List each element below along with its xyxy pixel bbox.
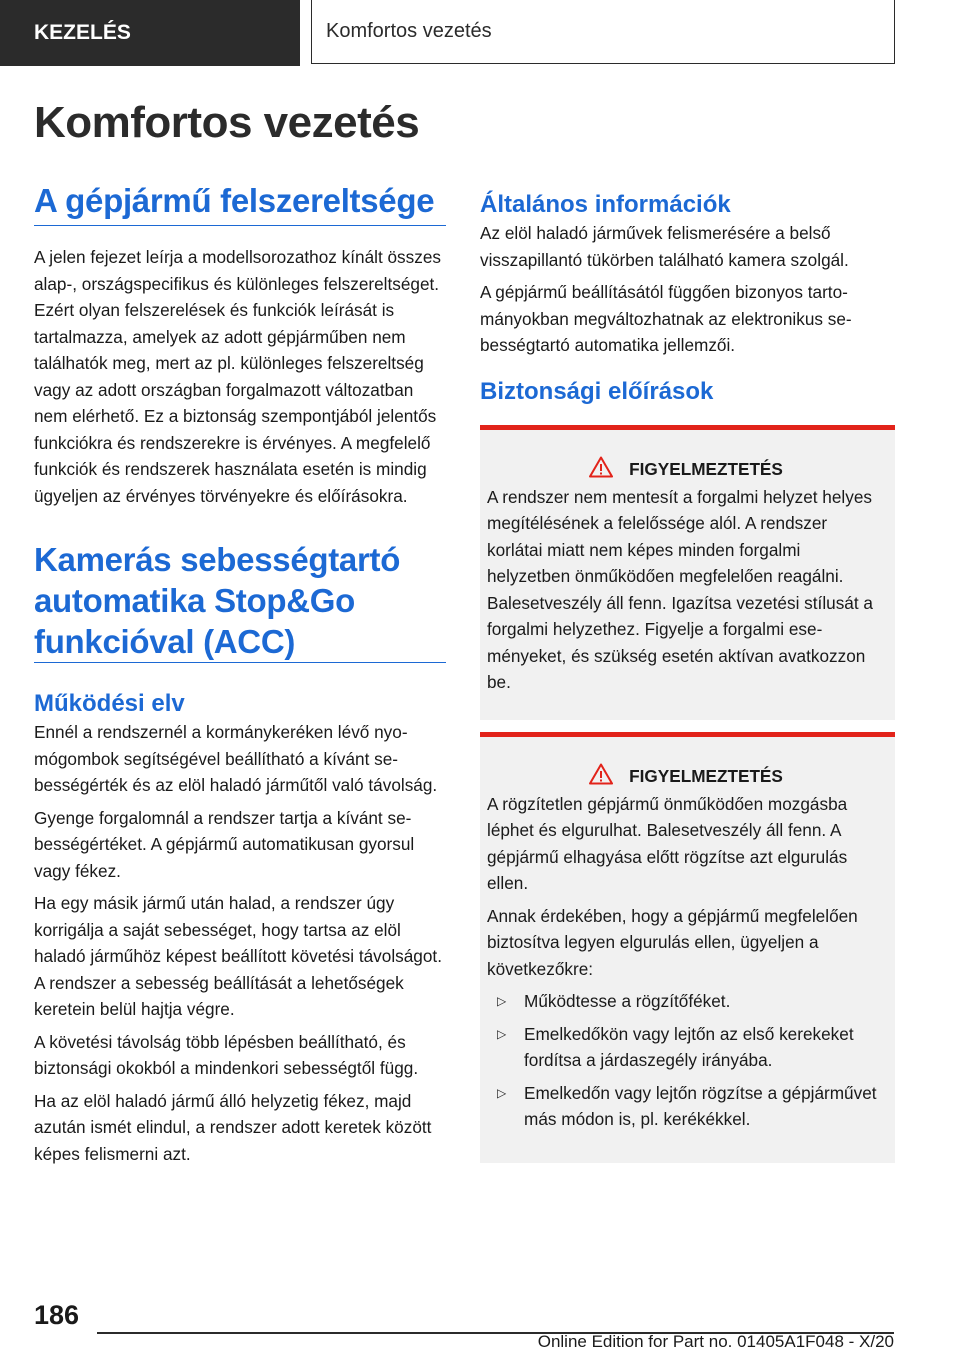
bullet-triangle-icon: ▷ bbox=[497, 1085, 507, 1100]
list-item: ▷ Emelkedőkön vagy lejtőn az első kerekeket fordítsa a járdaszegély irányába. bbox=[487, 1021, 885, 1074]
left-column bbox=[34, 180, 446, 1167]
chapter-tab: Komfortos vezetés bbox=[311, 0, 895, 64]
edition-text: Online Edition for Part no. 01405A1F048 - X/20 bbox=[537, 1332, 894, 1351]
bullet-triangle-icon: ▷ bbox=[497, 994, 507, 1008]
page-title: Komfortos vezetés bbox=[34, 98, 420, 147]
warning-triangle-icon bbox=[589, 763, 613, 785]
paragraph-function-4: A követési távolság több lépésben beállítható, és biztonsági okokból a mindenkori sebességtől függ. bbox=[34, 1031, 419, 1078]
section-tab: KEZELÉS bbox=[0, 0, 300, 66]
warning-heading bbox=[487, 454, 885, 484]
paragraph-function-3: Ha egy másik jármű után halad, a rendszer úgy korrigálja a saját sebességet, hogy tartsa az elöl haladó járműhöz képest beállított követési távolságot. A rendszer a sebesség beállítását a lehetőségek keretein belül hajtja végre. bbox=[34, 893, 442, 1019]
warning-text-1: A rögzítetlen gépjármű önműködően mozgásba léphet és elgurulhat. Balesetveszély áll fenn. A gépjármű elhagyása előtt rögzítse azt elgurulás ellen. bbox=[487, 793, 848, 893]
page-number: 186 bbox=[34, 1300, 80, 1330]
warning-box-1 bbox=[480, 425, 895, 720]
heading-equipment: A gépjármű felszereltsége bbox=[34, 180, 446, 226]
warning-text-2: Annak érdekében, hogy a gépjármű megfelelően biztosítva legyen elgurulás ellen, ügyeljen a következőkre: bbox=[487, 905, 858, 979]
warning-title: FIGYELMEZTETÉS bbox=[629, 458, 783, 479]
paragraph-function-2: Gyenge forgalomnál a rendszer tartja a kívánt sebességértéket. A gépjármű automatikusan gyorsul vagy fékez. bbox=[34, 807, 415, 881]
warning-text: A rendszer nem mentesít a forgalmi helyzet helyes megítélésének a felelőssége alól. A rendszer korlátai miatt nem képes minden forgalmi helyzetben önműködően megfelelően reagálni. Balesetveszély áll fenn. Igazítsa vezetési stílusát a forgalmi helyzethez. Figyelje a forgalmi eseményeket, és szükség esetén aktívan avatkozzon be. bbox=[487, 486, 873, 692]
paragraph-function-1: Ennél a rendszernél a kormánykeréken lévő nyomógombok segítségével beállítható a kívánt sebességérték és az elöl haladó járműtől való távolság. bbox=[34, 722, 438, 795]
paragraph-general-1: Az elöl haladó járművek felismerésére a belső visszapillantó tükörben található kamera szolgál. bbox=[480, 223, 849, 270]
list-item: ▷ Emelkedőn vagy lejtőn rögzítse a gépjárművet más módon is, pl. kerékékkel. bbox=[487, 1080, 885, 1133]
page-footer bbox=[0, 1290, 960, 1362]
warning-title: FIGYELMEZTETÉS bbox=[629, 765, 783, 786]
warning-box-2 bbox=[480, 732, 895, 1163]
heading-general: Általános információk bbox=[480, 191, 731, 218]
paragraph-equipment: A jelen fejezet leírja a modellsorozathoz kínált összes alap-, országspecifikus és különleges felszereltséget. Ezért olyan felszerelések és funkciók leírását is tartalmazza, amelyek az adott gépjárműben nem találhatók meg, mert az pl. különleges felszereltség vagy az adott országban forgalmazott változatban nem elérhető. Ez a biztonság szempontjából jelentős funkciókra és rendszerekre is érvényes. A megfelelő funkciók és rendszerek használata esetén is mindig ügyeljen az érvényes törvényekre és előírásokra. bbox=[34, 247, 441, 506]
heading-acc: Kamerás sebességtartó automatika Stop&Go funkcióval (ACC) bbox=[34, 539, 446, 663]
heading-function: Működési elv bbox=[34, 690, 185, 717]
list-item: ▷ Működtesse a rögzítőféket. bbox=[487, 988, 885, 1015]
warning-triangle-icon bbox=[589, 456, 613, 478]
warning-list bbox=[487, 988, 885, 1133]
paragraph-function-5: Ha az elöl haladó jármű álló helyzetig fékez, majd azután ismét elindul, a rendszer adott keretek között képes felismerni azt. bbox=[34, 1090, 432, 1164]
heading-safety: Biztonsági előírások bbox=[480, 377, 714, 405]
paragraph-general-2: A gépjármű beállításától függően bizonyos tartományokban megváltozhatnak az elektronikus sebességtartó automatika jellemzői. bbox=[480, 282, 852, 355]
warning-heading bbox=[487, 761, 885, 791]
right-column bbox=[480, 190, 895, 1163]
bullet-triangle-icon: ▷ bbox=[497, 1026, 507, 1041]
page-header bbox=[0, 0, 960, 66]
